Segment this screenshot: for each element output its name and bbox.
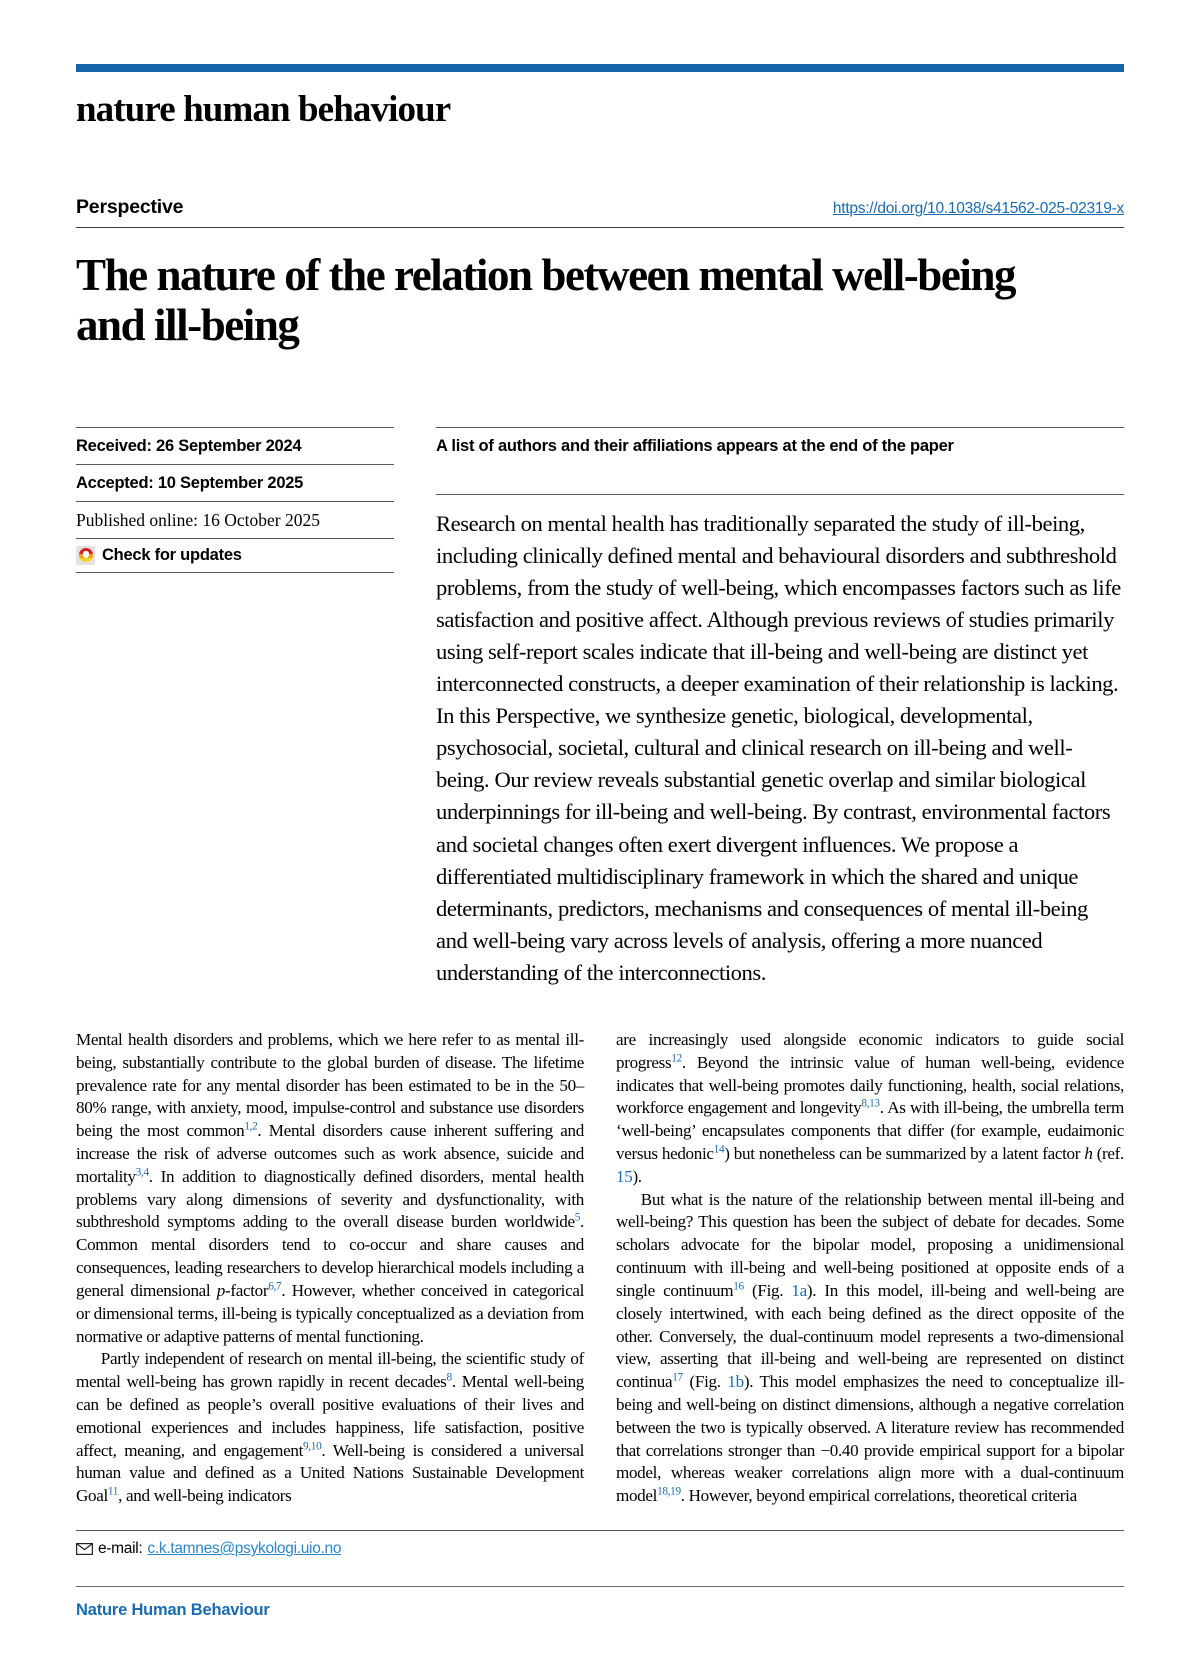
text-run: ). bbox=[632, 1166, 642, 1186]
text-run: Partly independent of research on mental ill-being, the scientific study of mental well-being has grown rapidly in recent decades bbox=[76, 1349, 584, 1392]
text-run: ). This model emphasizes the need to conceptualize ill-being and well-being on distinct dimensions, although a negative correlation between the two is typically observed. A literature review has recommended that correlations stronger than −0.40 provide empirical support for a bipolar model, whereas weaker correlations align more with a dual-continuum model bbox=[616, 1372, 1124, 1506]
footer-journal-name: Nature Human Behaviour bbox=[76, 1601, 270, 1619]
citation-ref[interactable]: 1,2 bbox=[244, 1120, 258, 1133]
citation-ref[interactable]: 9,10 bbox=[303, 1439, 322, 1452]
check-for-updates-label: Check for updates bbox=[102, 545, 242, 564]
text-run: . Common mental disorders tend to co-occur and share causes and consequences, leading researchers to develop hierarchical models including a general dimensional bbox=[76, 1212, 584, 1300]
publication-dates-block bbox=[76, 427, 394, 989]
article-type-row bbox=[76, 196, 1124, 227]
crossmark-icon bbox=[76, 546, 95, 565]
check-for-updates-button[interactable] bbox=[76, 538, 394, 573]
abstract-block bbox=[394, 427, 1124, 989]
text-run: . However, beyond empirical correlations, theoretical criteria bbox=[680, 1486, 1077, 1506]
doi-link[interactable]: https://doi.org/10.1038/s41562-025-02319-x bbox=[832, 200, 1124, 217]
text-run: Mental health disorders and problems, which we here refer to as mental ill-being, substantially contribute to the global burden of disease. The lifetime prevalence rate for any mental disorder has been estimated to be in the 50–80% range, with anxiety, mood, impulse-control and substance use disorders being the most common bbox=[76, 1029, 584, 1141]
text-run: -factor bbox=[224, 1280, 269, 1300]
corresponding-email-block bbox=[76, 1530, 1124, 1558]
email-divider bbox=[76, 1530, 1124, 1531]
received-date: Received: 26 September 2024 bbox=[76, 427, 394, 464]
email-line bbox=[76, 1540, 1124, 1558]
footer-divider bbox=[76, 1586, 1124, 1587]
citation-ref[interactable]: 8 bbox=[446, 1371, 452, 1384]
citation-ref[interactable]: 12 bbox=[671, 1052, 682, 1065]
article-type-label: Perspective bbox=[76, 196, 184, 218]
italic-p-factor: p bbox=[216, 1280, 225, 1300]
text-run: , and well-being indicators bbox=[118, 1486, 292, 1506]
text-run: are increasingly used alongside economic indicators to guide social progress bbox=[616, 1029, 1124, 1072]
citation-ref[interactable]: 17 bbox=[672, 1371, 683, 1384]
italic-h-factor: h bbox=[1084, 1144, 1093, 1164]
body-column-right bbox=[616, 1029, 1124, 1508]
text-run: (Fig. bbox=[743, 1280, 792, 1300]
brand-accent-rule bbox=[76, 64, 1124, 72]
reference-link[interactable]: 15 bbox=[616, 1166, 633, 1186]
text-run: (ref. bbox=[1092, 1144, 1124, 1164]
text-run: . Beyond the intrinsic value of human well-being, evidence indicates that well-being promotes daily functioning, health, social relations, workforce engagement and longevity bbox=[616, 1052, 1124, 1118]
text-run: . As with ill-being, the umbrella term ‘well-being’ encapsulates components that differ (for example, eudaimonic versus hedonic bbox=[616, 1098, 1124, 1164]
journal-masthead: nature human behaviour bbox=[76, 89, 451, 130]
text-run: . Mental disorders cause inherent suffering and increase the risk of adverse outcomes such as work absence, suicide and mortality bbox=[76, 1121, 584, 1186]
text-run: . In addition to diagnostically defined disorders, mental health problems vary along dimensions of severity and dysfunctionality, with subthreshold symptoms adding to the overall disease burden worldwide bbox=[76, 1166, 584, 1232]
paragraph bbox=[76, 1029, 584, 1348]
paragraph bbox=[616, 1189, 1124, 1508]
paper-page bbox=[0, 64, 1200, 1657]
figure-link-1a[interactable]: 1a bbox=[791, 1280, 807, 1300]
abstract-text: Research on mental health has traditionally separated the study of ill-being, including clinically defined mental and behavioural disorders and subthreshold problems, from the study of well-being, which encompasses factors such as life satisfaction and positive affect. Although previous reviews of studies primarily using self-report scales indicate that ill-being and well-being are distinct yet interconnected constructs, a deeper examination of their relationship is lacking. In this Perspective, we synthesize genetic, biological, developmental, psychosocial, societal, cultural and clinical research on ill-being and well-being. Our review reveals substantial genetic overlap and similar biological underpinnings for ill-being and well-being. By contrast, environmental factors and societal changes often exert divergent influences. We propose a differentiated multidisciplinary framework in which the shared and unique determinants, predictors, mechanisms and consequences of mental ill-being and well-being vary across levels of analysis, offering a more nuanced understanding of the interconnections. bbox=[436, 510, 1121, 985]
paragraph bbox=[76, 1348, 584, 1508]
text-run: . Mental well-being can be defined as people’s overall positive evaluations of their lives and emotional experiences and includes happiness, life satisfaction, positive affect, meaning, and engagement bbox=[76, 1372, 585, 1460]
text-run: But what is the nature of the relationship between mental ill-being and well-being? This question has been the subject of debate for decades. Some scholars advocate for the bipolar model, proposing a unidimensional continuum with ill-being and well-being positioned at opposite ends of a single continuum bbox=[616, 1189, 1124, 1300]
authors-affiliations-note: A list of authors and their affiliations appears at the end of the paper bbox=[436, 427, 1124, 456]
envelope-icon bbox=[76, 1543, 93, 1555]
text-run: ) but nonetheless can be summarized by a latent factor bbox=[724, 1144, 1085, 1164]
citation-ref[interactable]: 11 bbox=[107, 1485, 119, 1498]
text-run: . However, whether conceived in categorical or dimensional terms, ill-being is typically conceptualized as a deviation from normative or adaptive patterns of mental functioning. bbox=[76, 1280, 584, 1346]
citation-ref[interactable]: 6,7 bbox=[268, 1280, 282, 1293]
abstract-divider bbox=[436, 494, 1124, 495]
body-columns bbox=[76, 1029, 1124, 1508]
footer-block bbox=[76, 1586, 1124, 1620]
citation-ref[interactable]: 8,13 bbox=[861, 1097, 880, 1110]
email-address-link[interactable]: c.k.tamnes@psykologi.uio.no bbox=[147, 1540, 342, 1557]
citation-ref[interactable]: 3,4 bbox=[135, 1166, 149, 1179]
figure-link-1b[interactable]: 1b bbox=[727, 1372, 744, 1392]
text-run: . Well-being is considered a universal human value and defined as a United Nations Sustainable Development Goal bbox=[76, 1440, 584, 1506]
email-label: e-mail: bbox=[98, 1540, 143, 1557]
published-date: Published online: 16 October 2025 bbox=[76, 501, 394, 538]
page-title: The nature of the relation between mental well-being and ill-being bbox=[76, 250, 1016, 351]
text-run: ). In this model, ill-being and well-being are closely intertwined, with each being defined as the direct opposite of the other. Conversely, the dual-continuum model represents a two-dimensional view, asserting that ill-being and well-being are represented on distinct continua bbox=[616, 1280, 1124, 1392]
paragraph bbox=[616, 1029, 1124, 1189]
accepted-date: Accepted: 10 September 2025 bbox=[76, 464, 394, 501]
meta-abstract-section bbox=[76, 427, 1124, 989]
body-column-left bbox=[76, 1029, 584, 1508]
citation-ref[interactable]: 14 bbox=[713, 1143, 725, 1156]
citation-ref[interactable]: 5 bbox=[574, 1211, 581, 1224]
text-run: (Fig. bbox=[682, 1372, 728, 1392]
citation-ref[interactable]: 16 bbox=[733, 1280, 744, 1293]
citation-ref[interactable]: 18,19 bbox=[657, 1485, 681, 1498]
header-divider bbox=[76, 227, 1124, 228]
